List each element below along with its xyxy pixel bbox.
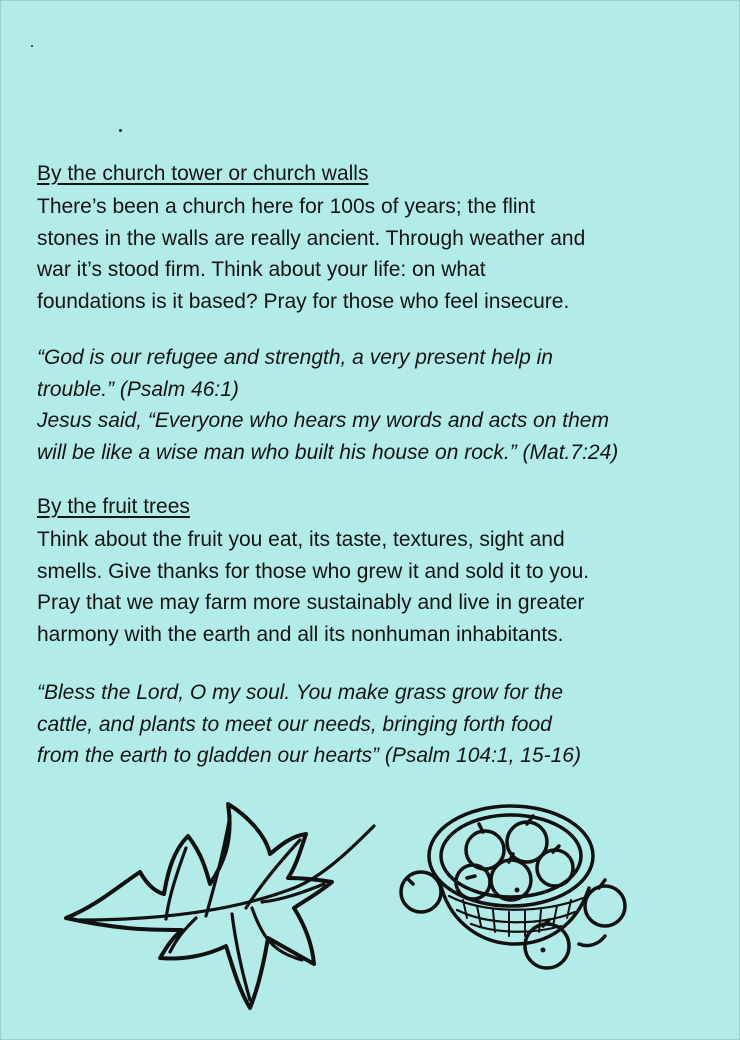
section-fruit-trees (37, 494, 727, 650)
section-body (37, 524, 727, 650)
body-line: smells. Give thanks for those who grew it and sold it to you. (37, 559, 590, 583)
section-church-quote (37, 342, 727, 468)
body-line: Pray that we may farm more sustainably and live in greater (37, 591, 585, 614)
section-fruit-quote (37, 677, 727, 772)
paper-speck (31, 45, 33, 47)
section-church-walls (37, 161, 727, 317)
section-body (37, 191, 727, 317)
oak-leaf-icon (56, 796, 386, 1016)
body-line: There’s been a church here for 100s of years; the flint (37, 195, 536, 218)
fruit-basket-icon (393, 796, 633, 976)
quote-line: from the earth to gladden our hearts” (Psalm 104:1, 15-16) (37, 744, 581, 767)
quote-line: “God is our refugee and strength, a very present help in (37, 346, 553, 369)
body-line: stones in the walls are really ancient. Through weather and (37, 226, 586, 250)
section-heading: By the fruit trees (37, 495, 190, 518)
body-line: harmony with the earth and all its nonhuman inhabitants. (37, 622, 564, 646)
quote-line: cattle, and plants to meet our needs, bringing forth food (37, 712, 552, 736)
section-heading: By the church tower or church walls (37, 162, 369, 185)
quote-line: “Bless the Lord, O my soul. You make grass grow for the (37, 681, 564, 704)
paper-speck (119, 129, 122, 132)
body-line: Think about the fruit you eat, its taste, textures, sight and (37, 528, 565, 551)
body-line: war it’s stood firm. Think about your life: on what (37, 258, 486, 281)
quote-line: trouble.” (Psalm 46:1) (37, 377, 239, 401)
quote-line: Jesus said, “Everyone who hears my words and acts on them (37, 409, 609, 432)
body-line: foundations is it based? Pray for those who feel insecure. (37, 289, 570, 313)
quote-line: will be like a wise man who built his house on rock.” (Mat.7:24) (37, 440, 619, 464)
